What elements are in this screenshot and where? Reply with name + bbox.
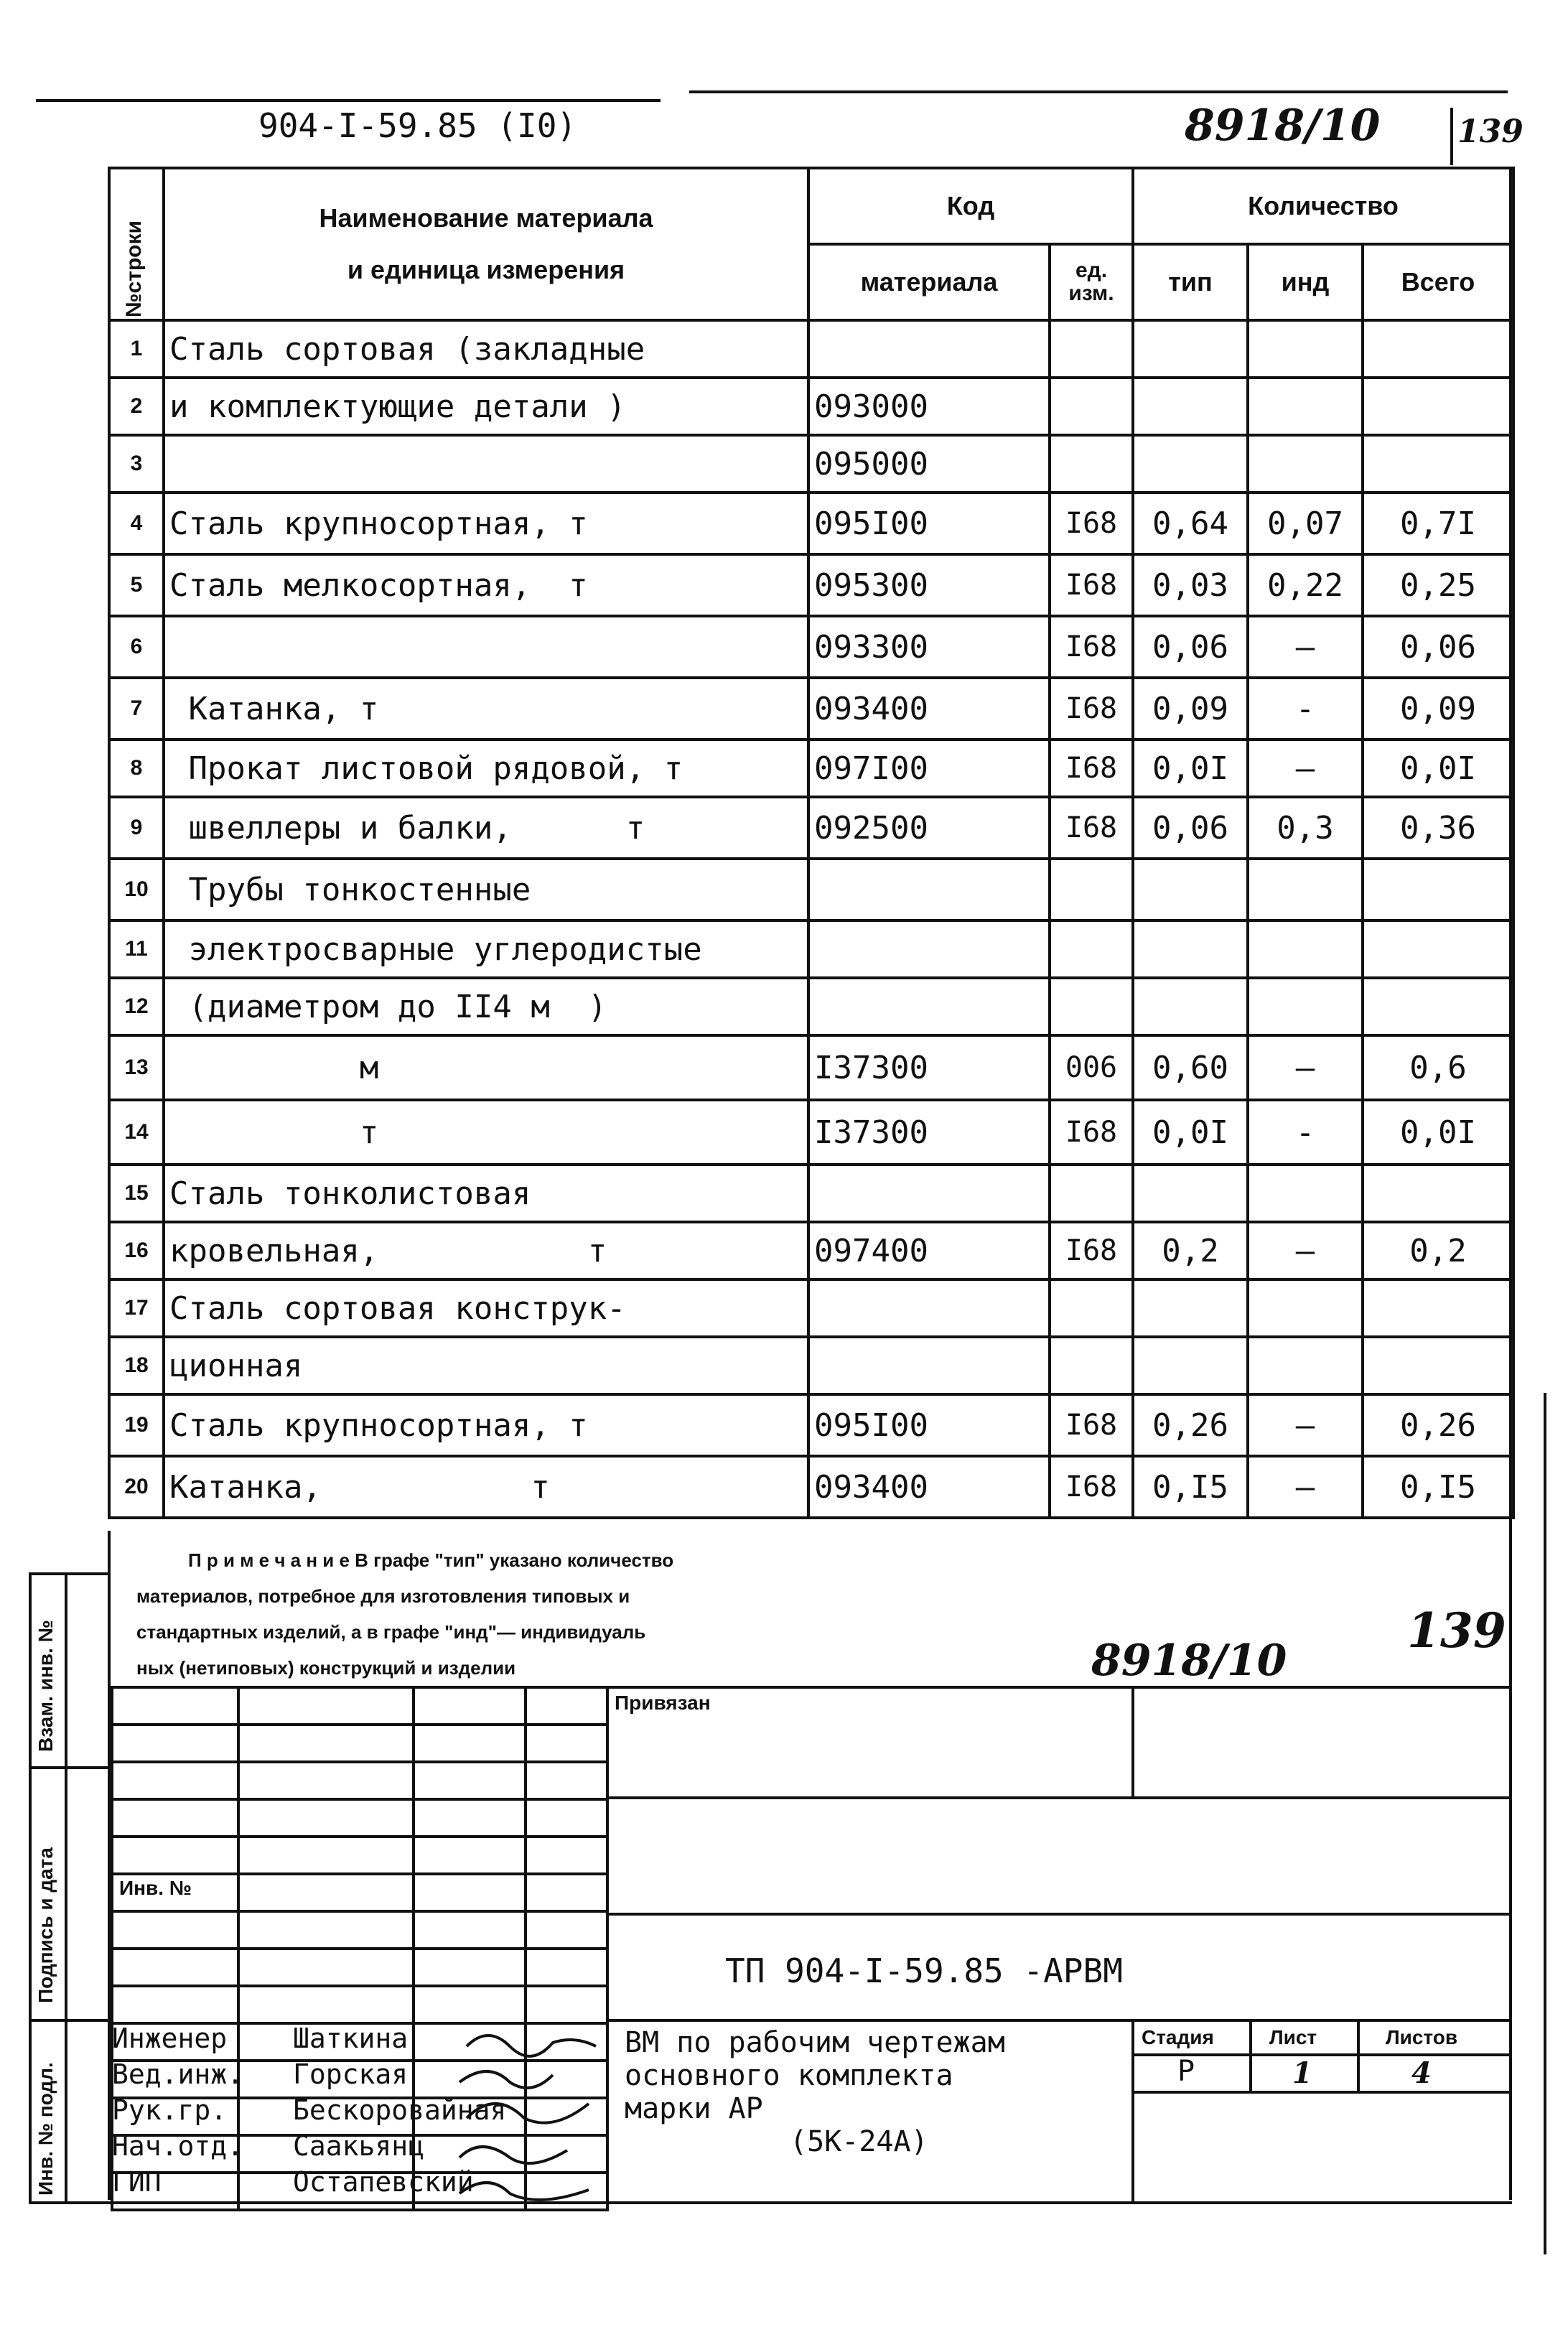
row-qty-total — [1363, 1165, 1513, 1222]
row-qty-ind: – — [1248, 1222, 1363, 1279]
row-name: Сталь мелкосортная, т — [164, 554, 808, 616]
row-code — [808, 1337, 1050, 1394]
row-qty-total: 0,0I — [1363, 740, 1513, 797]
handwritten-ref: 8918/10 — [1185, 101, 1381, 151]
row-qty-tip — [1133, 1279, 1248, 1337]
row-qty-total: 0,7I — [1363, 493, 1513, 554]
side-strip-bottom — [29, 2201, 111, 2204]
row-name: м — [164, 1035, 808, 1100]
row-qty-total — [1363, 978, 1513, 1035]
table-row — [109, 378, 1513, 435]
row-qty-ind — [1248, 1337, 1363, 1394]
row-qty-tip — [1133, 859, 1248, 920]
row-name: Сталь тонколистовая — [164, 1165, 808, 1222]
row-code: 093000 — [808, 378, 1050, 435]
table-row — [109, 493, 1513, 554]
tb-sep-1 — [606, 1796, 1512, 1799]
staff-row: ГИП Остапевский — [112, 2166, 474, 2198]
row-qty-total — [1363, 378, 1513, 435]
sheet-number: 139 — [1457, 113, 1523, 150]
code-unit-header: ед. изм. — [1050, 244, 1133, 320]
row-qty-total: 0,09 — [1363, 678, 1513, 740]
row-qty-tip: 0,03 — [1133, 554, 1248, 616]
row-unit — [1050, 1279, 1133, 1337]
row-code — [808, 978, 1050, 1035]
staff-row: Вед.инж. Горская — [112, 2058, 409, 2090]
row-qty-total: 0,2 — [1363, 1222, 1513, 1279]
table-row — [109, 797, 1513, 859]
table-row — [109, 554, 1513, 616]
note-line-4: ных (нетиповых) конструкций и изделии — [136, 1657, 516, 1679]
row-unit — [1050, 978, 1133, 1035]
row-qty-ind — [1248, 435, 1363, 493]
row-number: 1 — [109, 320, 164, 378]
row-qty-ind: - — [1248, 678, 1363, 740]
row-qty-tip: 0,26 — [1133, 1394, 1248, 1456]
stage-label: Стадия — [1142, 2026, 1214, 2048]
row-qty-ind — [1248, 1165, 1363, 1222]
row-number-header: №строки — [109, 168, 164, 320]
row-name: Прокат листовой рядовой, т — [164, 740, 808, 797]
row-qty-ind — [1248, 1279, 1363, 1337]
row-unit — [1050, 435, 1133, 493]
staff-row: Нач.отд. Саакьянц — [112, 2130, 425, 2162]
table-row — [109, 435, 1513, 493]
row-number: 17 — [109, 1279, 164, 1337]
row-name: швеллеры и балки, т — [164, 797, 808, 859]
table-row — [109, 1337, 1513, 1394]
row-qty-total — [1363, 920, 1513, 978]
row-code — [808, 859, 1050, 920]
row-qty-total — [1363, 1279, 1513, 1337]
table-row — [109, 1394, 1513, 1456]
qty-header: Количество — [1133, 168, 1513, 244]
staff-list — [112, 2020, 506, 2200]
row-unit: I68 — [1050, 493, 1133, 554]
note-handwritten-ref: 8918/10 — [1091, 1636, 1287, 1686]
row-qty-tip: 0,09 — [1133, 678, 1248, 740]
row-qty-tip: 0,06 — [1133, 616, 1248, 678]
row-number: 6 — [109, 616, 164, 678]
row-name — [164, 616, 808, 678]
row-unit: I68 — [1050, 554, 1133, 616]
row-number: 7 — [109, 678, 164, 740]
row-number: 11 — [109, 920, 164, 978]
tb-stage-divider — [1131, 2019, 1134, 2201]
row-qty-ind: – — [1248, 740, 1363, 797]
row-qty-ind — [1248, 378, 1363, 435]
row-number: 20 — [109, 1456, 164, 1518]
row-qty-total: 0,I5 — [1363, 1456, 1513, 1518]
row-qty-ind: - — [1248, 1100, 1363, 1165]
row-qty-ind: – — [1248, 1035, 1363, 1100]
row-qty-tip — [1133, 1337, 1248, 1394]
row-qty-total: 0,06 — [1363, 616, 1513, 678]
qty-ind-header: инд — [1248, 244, 1363, 320]
row-unit: I68 — [1050, 1100, 1133, 1165]
page-edge-mark — [1544, 1393, 1546, 2254]
row-qty-tip — [1133, 435, 1248, 493]
row-qty-tip: 0,64 — [1133, 493, 1248, 554]
table-row — [109, 1100, 1513, 1165]
top-rule-left — [36, 99, 661, 102]
row-code: 097400 — [808, 1222, 1050, 1279]
sheets-label: Листов — [1386, 2026, 1458, 2048]
row-unit — [1050, 1165, 1133, 1222]
row-code: 095I00 — [808, 1394, 1050, 1456]
stage-value: Р — [1177, 2055, 1195, 2088]
row-qty-ind — [1248, 859, 1363, 920]
qty-total-header: Всего — [1363, 244, 1513, 320]
row-code: 093400 — [808, 1456, 1050, 1518]
title-doc-code: ТП 904-I-59.85 -АРВМ — [725, 1951, 1123, 1990]
row-qty-total: 0,0I — [1363, 1100, 1513, 1165]
tb-stage-sep-2 — [1131, 2091, 1512, 2094]
note-line-3: стандартных изделий, а в графе "инд"— индивидуаль — [136, 1621, 646, 1643]
row-qty-total: 0,36 — [1363, 797, 1513, 859]
row-unit: I68 — [1050, 1456, 1133, 1518]
row-number: 5 — [109, 554, 164, 616]
row-code: 093400 — [808, 678, 1050, 740]
row-qty-total: 0,25 — [1363, 554, 1513, 616]
row-number: 3 — [109, 435, 164, 493]
row-qty-ind: – — [1248, 1456, 1363, 1518]
row-qty-ind — [1248, 978, 1363, 1035]
row-name — [164, 435, 808, 493]
side-strip-right — [65, 1572, 67, 2204]
table-row — [109, 616, 1513, 678]
row-number: 15 — [109, 1165, 164, 1222]
row-code: I37300 — [808, 1035, 1050, 1100]
top-rule-far — [1091, 90, 1508, 93]
signatures — [452, 2025, 639, 2204]
row-code: 095000 — [808, 435, 1050, 493]
row-name: ционная — [164, 1337, 808, 1394]
row-number: 8 — [109, 740, 164, 797]
row-unit: I68 — [1050, 1394, 1133, 1456]
note-line-2: материалов, потребное для изготовления типовых и — [136, 1585, 630, 1607]
top-rule-right — [689, 90, 1091, 93]
row-number: 19 — [109, 1394, 164, 1456]
table-row — [109, 1035, 1513, 1100]
row-qty-total: 0,6 — [1363, 1035, 1513, 1100]
materials-table — [108, 167, 1515, 1519]
row-code: 095I00 — [808, 493, 1050, 554]
privyazan-label: Привязан — [615, 1692, 711, 1714]
row-unit — [1050, 859, 1133, 920]
row-qty-tip — [1133, 920, 1248, 978]
row-code: 093300 — [808, 616, 1050, 678]
doc-code: 904-I-59.85 (I0) — [258, 106, 577, 145]
table-row — [109, 1456, 1513, 1518]
row-number: 14 — [109, 1100, 164, 1165]
row-name: Сталь сортовая конструк- — [164, 1279, 808, 1337]
row-name: Сталь сортовая (закладные — [164, 320, 808, 378]
row-qty-ind: 0,22 — [1248, 554, 1363, 616]
tb-bottom — [111, 2201, 1512, 2204]
row-qty-tip: 0,06 — [1133, 797, 1248, 859]
row-number: 10 — [109, 859, 164, 920]
row-qty-tip: 0,2 — [1133, 1222, 1248, 1279]
row-number: 16 — [109, 1222, 164, 1279]
qty-tip-header: тип — [1133, 244, 1248, 320]
row-unit — [1050, 1337, 1133, 1394]
row-qty-tip: 0,60 — [1133, 1035, 1248, 1100]
row-name: электросварные углеродистые — [164, 920, 808, 978]
row-unit — [1050, 320, 1133, 378]
row-unit — [1050, 920, 1133, 978]
row-qty-tip: 0,I5 — [1133, 1456, 1248, 1518]
title-description: ВМ по рабочим чертежам основного комплекта марки АР (5К-24А) — [625, 2026, 1005, 2158]
side-strip-left — [29, 1572, 32, 2204]
tb-sep-3 — [606, 2019, 1512, 2022]
row-qty-total — [1363, 859, 1513, 920]
row-name: кровельная, т — [164, 1222, 808, 1279]
row-unit — [1050, 378, 1133, 435]
name-header: Наименование материала и единица измерения — [164, 168, 808, 320]
row-code — [808, 920, 1050, 978]
row-name: Трубы тонкостенные — [164, 859, 808, 920]
row-code: I37300 — [808, 1100, 1050, 1165]
row-name: и комплектующие детали ) — [164, 378, 808, 435]
row-number: 12 — [109, 978, 164, 1035]
row-qty-tip — [1133, 378, 1248, 435]
sheet-label: Лист — [1269, 2026, 1317, 2048]
row-qty-tip — [1133, 1165, 1248, 1222]
row-qty-ind: – — [1248, 616, 1363, 678]
table-row — [109, 920, 1513, 978]
row-code: 097I00 — [808, 740, 1050, 797]
note — [136, 1542, 673, 1686]
row-qty-tip: 0,0I — [1133, 1100, 1248, 1165]
table-row — [109, 320, 1513, 378]
row-name: Катанка, т — [164, 678, 808, 740]
row-unit: I68 — [1050, 678, 1133, 740]
staff-row: Инженер Шаткина — [112, 2023, 409, 2054]
row-unit: I68 — [1050, 797, 1133, 859]
row-number: 13 — [109, 1035, 164, 1100]
table-row — [109, 740, 1513, 797]
row-unit: I68 — [1050, 1222, 1133, 1279]
row-code: 095300 — [808, 554, 1050, 616]
row-code: 092500 — [808, 797, 1050, 859]
row-code — [808, 320, 1050, 378]
note-handwritten-sheet: 139 — [1407, 1603, 1506, 1659]
table-row — [109, 678, 1513, 740]
frame-right — [1509, 167, 1512, 2200]
row-code — [808, 1165, 1050, 1222]
table-row — [109, 1165, 1513, 1222]
row-qty-ind: 0,07 — [1248, 493, 1363, 554]
row-unit: 006 — [1050, 1035, 1133, 1100]
row-number: 4 — [109, 493, 164, 554]
row-number: 2 — [109, 378, 164, 435]
row-number: 18 — [109, 1337, 164, 1394]
row-qty-total — [1363, 435, 1513, 493]
side-strip-top — [29, 1572, 111, 1575]
sheets-value: 4 — [1411, 2056, 1432, 2090]
tb-left — [606, 1686, 609, 2201]
row-name: т — [164, 1100, 808, 1165]
row-qty-total — [1363, 320, 1513, 378]
tb-privyazan-divider — [1131, 1686, 1134, 1798]
staff-row: Рук.гр. Бескоровайная — [112, 2094, 507, 2126]
side-strip-sep-1 — [29, 1766, 111, 1769]
code-header: Код — [808, 168, 1133, 244]
row-qty-ind — [1248, 920, 1363, 978]
tb-stage-col-1 — [1249, 2019, 1252, 2091]
row-code — [808, 1279, 1050, 1337]
row-name: Сталь крупносортная, т — [164, 493, 808, 554]
row-name: Сталь крупносортная, т — [164, 1394, 808, 1456]
tb-top — [606, 1686, 1512, 1689]
row-qty-total — [1363, 1337, 1513, 1394]
row-qty-tip: 0,0I — [1133, 740, 1248, 797]
code-material-header: материала — [808, 244, 1050, 320]
row-unit: I68 — [1050, 740, 1133, 797]
tb-sep-2 — [606, 1913, 1512, 1916]
inv-no-label: Инв. № — [119, 1877, 192, 1899]
note-line-1: П р и м е ч а н и е В графе "тип" указано количество — [188, 1549, 674, 1571]
side-label-podpis: Подпись и дата — [34, 1847, 57, 2003]
side-strip-sep-2 — [29, 2019, 111, 2022]
sheet-value: 1 — [1292, 2056, 1312, 2090]
row-qty-ind: 0,3 — [1248, 797, 1363, 859]
row-qty-total: 0,26 — [1363, 1394, 1513, 1456]
table-row — [109, 1279, 1513, 1337]
table-row — [109, 1222, 1513, 1279]
tb-stage-col-2 — [1357, 2019, 1360, 2091]
row-name: Катанка, т — [164, 1456, 808, 1518]
row-number: 9 — [109, 797, 164, 859]
side-label-inv: Инв. № подл. — [34, 2062, 57, 2196]
row-unit: I68 — [1050, 616, 1133, 678]
table-row — [109, 859, 1513, 920]
row-qty-tip — [1133, 978, 1248, 1035]
row-qty-ind: – — [1248, 1394, 1363, 1456]
table-row — [109, 978, 1513, 1035]
row-name: (диаметром до II4 м ) — [164, 978, 808, 1035]
row-qty-tip — [1133, 320, 1248, 378]
sheet-box-divider — [1450, 108, 1453, 165]
row-qty-ind — [1248, 320, 1363, 378]
side-label-vzam: Взам. инв. № — [34, 1620, 57, 1752]
